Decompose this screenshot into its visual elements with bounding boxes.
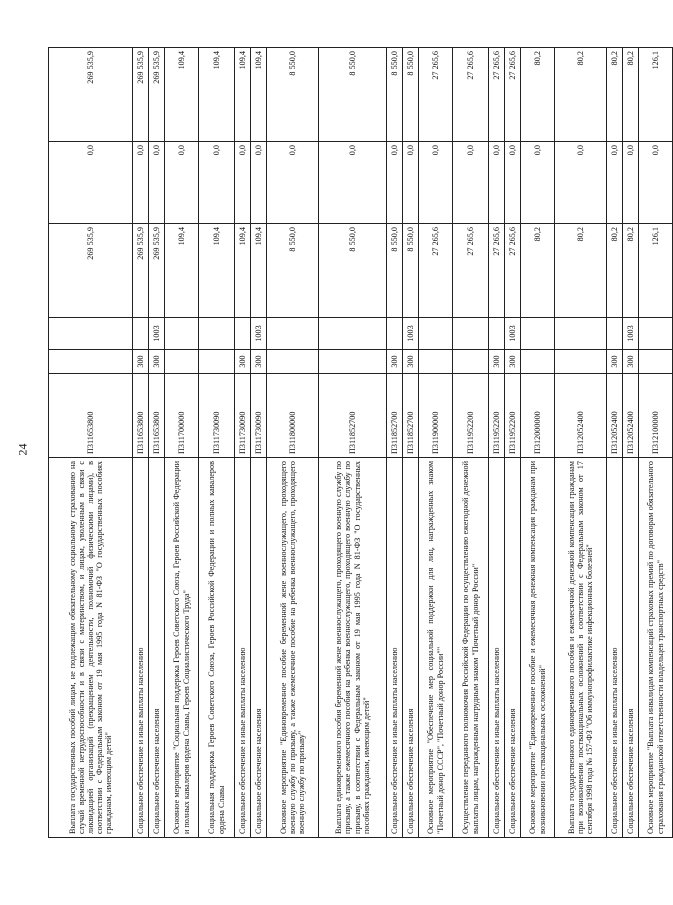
row-amount-2-cell: 0,0 [453,142,489,224]
row-code-cell: П311730090 [251,374,267,458]
table-row [521,48,555,838]
row-amount-2-cell: 0,0 [149,142,165,224]
row-amount-3-cell: 109,4 [251,48,267,142]
row-section-cell: 1003 [251,318,267,350]
row-amount-2-cell: 0,0 [267,142,319,224]
row-section-cell: 1003 [623,318,639,350]
table-row [149,48,165,838]
row-amount-1-cell: 269 535,9 [149,224,165,318]
row-expense-type-cell [521,350,555,374]
row-code-cell: П311800000 [267,374,319,458]
row-amount-3-cell: 126,1 [639,48,673,142]
row-code-cell: П312052400 [623,374,639,458]
row-name-cell: Основное мероприятие "Обеспечение мер социальной поддержки для лиц, награжденных знаком "Почетный донор СССР", "Почетный донор России"" [419,458,453,838]
row-amount-1-cell: 269 535,9 [49,224,133,318]
row-code-cell: П311653800 [133,374,149,458]
row-amount-3-cell: 269 535,9 [149,48,165,142]
row-name-cell: Социальное обеспечение и иные выплаты населению [489,458,505,838]
row-name-cell: Основное мероприятие "Единовременное пособие беременной жене военнослужащего, проходящего военную службу по призыву, а также ежемесячное пособие на ребенка военнослужащего, проходящего военную службу по призыву" [267,458,319,838]
row-amount-3-cell: 109,4 [199,48,235,142]
budget-table-sheet [48,48,665,838]
table-row [403,48,419,838]
row-name-cell: Выплата государственных пособий лицам, не подлежащим обязательному социальному страхованию на случай временной нетрудоспособности и в связи с материнством, и лицам, уволенным в связи с ликвидацией организаций (прекращением деятельности, полномочий физическими лицами), в соответствии с Федеральным законом от 19 мая 1995 года N 81-ФЗ "О государственных пособиях гражданам, имеющим детей" [49,458,133,838]
row-amount-2-cell: 0,0 [251,142,267,224]
row-amount-1-cell: 27 265,6 [489,224,505,318]
row-code-cell: П312052400 [607,374,623,458]
row-expense-type-cell: 300 [489,350,505,374]
table-row [555,48,607,838]
row-expense-type-cell [453,350,489,374]
row-amount-1-cell: 109,4 [199,224,235,318]
row-amount-1-cell: 8 550,0 [403,224,419,318]
row-expense-type-cell: 300 [607,350,623,374]
row-amount-2-cell: 0,0 [319,142,387,224]
row-name-cell: Основное мероприятие "Выплата инвалидам компенсаций страховых премий по договорам обязательного страхования гражданской ответственности владельцев транспортных средств" [639,458,673,838]
row-expense-type-cell [267,350,319,374]
row-code-cell: П312100000 [639,374,673,458]
table-row [49,48,133,838]
row-amount-2-cell: 0,0 [133,142,149,224]
table-row [165,48,199,838]
row-expense-type-cell [419,350,453,374]
row-name-cell: Социальная поддержка Героев Советского Союза, Героев Российской Федерации и полных кавалеров ордена Славы [199,458,235,838]
row-amount-2-cell: 0,0 [199,142,235,224]
table-row [623,48,639,838]
row-amount-2-cell: 0,0 [607,142,623,224]
row-amount-2-cell: 0,0 [505,142,521,224]
row-amount-1-cell: 27 265,6 [419,224,453,318]
row-code-cell: П311730090 [199,374,235,458]
row-amount-3-cell: 269 535,9 [49,48,133,142]
row-section-cell [419,318,453,350]
row-expense-type-cell: 300 [235,350,251,374]
row-name-cell: Социальное обеспечение и иные выплаты населению [235,458,251,838]
row-amount-2-cell: 0,0 [521,142,555,224]
table-row [505,48,521,838]
table-row [267,48,319,838]
row-section-cell [387,318,403,350]
row-expense-type-cell: 300 [623,350,639,374]
row-amount-3-cell: 80,2 [555,48,607,142]
row-name-cell: Выплата единовременного пособия беременной жене военнослужащего, проходящего военную службу по призыву, а также ежемесячного пособия на ребенка военнослужащего, проходящего военную службу по призыву, в соответствии с Федеральным законом от 19 мая 1995 года N 81-ФЗ "О государственных пособиях гражданам, имеющим детей" [319,458,387,838]
row-name-cell: Социальное обеспечение населения [505,458,521,838]
row-amount-3-cell: 269 535,9 [133,48,149,142]
row-section-cell [319,318,387,350]
row-amount-2-cell: 0,0 [49,142,133,224]
row-amount-3-cell: 8 550,0 [319,48,387,142]
row-amount-2-cell: 0,0 [639,142,673,224]
row-amount-3-cell: 27 265,6 [453,48,489,142]
row-amount-2-cell: 0,0 [489,142,505,224]
table-row [607,48,623,838]
table-row [387,48,403,838]
table-row [489,48,505,838]
row-amount-1-cell: 109,4 [251,224,267,318]
row-amount-1-cell: 109,4 [165,224,199,318]
row-expense-type-cell: 300 [149,350,165,374]
row-name-cell: Социальное обеспечение населения [403,458,419,838]
row-section-cell: 1003 [403,318,419,350]
row-amount-3-cell: 80,2 [521,48,555,142]
table-body [49,48,673,838]
table-row [419,48,453,838]
row-expense-type-cell: 300 [403,350,419,374]
row-amount-1-cell: 8 550,0 [267,224,319,318]
row-code-cell: П311900000 [419,374,453,458]
row-amount-3-cell: 8 550,0 [267,48,319,142]
row-name-cell: Осуществление переданного полномочия Российской Федерации по осуществлению ежегодной денежной выплаты лицам, награжденным нагрудным знаком "Почетный донор России" [453,458,489,838]
row-expense-type-cell [639,350,673,374]
row-section-cell [555,318,607,350]
row-amount-1-cell: 80,2 [555,224,607,318]
table-row [639,48,673,838]
row-code-cell: П311852700 [403,374,419,458]
row-amount-3-cell: 80,2 [623,48,639,142]
row-amount-2-cell: 0,0 [623,142,639,224]
row-code-cell: П311730090 [235,374,251,458]
row-expense-type-cell [319,350,387,374]
row-amount-2-cell: 0,0 [387,142,403,224]
row-amount-1-cell: 8 550,0 [387,224,403,318]
row-expense-type-cell [49,350,133,374]
row-name-cell: Социальное обеспечение и иные выплаты населению [133,458,149,838]
row-code-cell: П311852700 [319,374,387,458]
table-row [133,48,149,838]
row-amount-1-cell: 27 265,6 [505,224,521,318]
row-expense-type-cell [199,350,235,374]
row-section-cell: 1003 [505,318,521,350]
row-code-cell: П311952200 [453,374,489,458]
row-section-cell [639,318,673,350]
table-row [319,48,387,838]
row-expense-type-cell: 300 [133,350,149,374]
table-row [251,48,267,838]
row-code-cell: П311653800 [49,374,133,458]
row-code-cell: П311852700 [387,374,403,458]
budget-table [48,47,673,838]
row-section-cell [267,318,319,350]
row-name-cell: Основное мероприятие "Социальная поддержка Героев Советского Союза, Героев Российской Федерации и полных кавалеров ордена Славы, Героев Социалистического Труда" [165,458,199,838]
row-expense-type-cell: 300 [251,350,267,374]
row-amount-2-cell: 0,0 [555,142,607,224]
row-amount-2-cell: 0,0 [235,142,251,224]
row-section-cell [49,318,133,350]
table-row [235,48,251,838]
row-expense-type-cell: 300 [387,350,403,374]
row-section-cell [165,318,199,350]
row-section-cell [235,318,251,350]
row-amount-1-cell: 80,2 [623,224,639,318]
row-amount-3-cell: 27 265,6 [419,48,453,142]
row-amount-2-cell: 0,0 [165,142,199,224]
row-code-cell: П311653800 [149,374,165,458]
table-row [453,48,489,838]
row-amount-1-cell: 126,1 [639,224,673,318]
row-amount-1-cell: 269 535,9 [133,224,149,318]
row-amount-3-cell: 80,2 [607,48,623,142]
row-name-cell: Социальное обеспечение и иные выплаты населению [387,458,403,838]
row-amount-3-cell: 27 265,6 [489,48,505,142]
row-section-cell [489,318,505,350]
row-section-cell [521,318,555,350]
row-amount-3-cell: 27 265,6 [505,48,521,142]
row-amount-3-cell: 8 550,0 [403,48,419,142]
row-amount-2-cell: 0,0 [419,142,453,224]
page-number: 24 [15,443,30,456]
row-expense-type-cell [555,350,607,374]
row-name-cell: Выплата государственного единовременного пособия и ежемесячной денежной компенсации гражданам при возникновении поствакцинальных осложнений в соответствии с Федеральным законом от 17 сентября 1998 года № 157-ФЗ "Об иммунопрофилактике инфекционных болезней" [555,458,607,838]
row-name-cell: Социальное обеспечение населения [149,458,165,838]
row-section-cell [199,318,235,350]
row-code-cell: П311700000 [165,374,199,458]
row-code-cell: П311952200 [489,374,505,458]
row-expense-type-cell: 300 [505,350,521,374]
row-name-cell: Основное мероприятие "Единовременное пособие и ежемесячная денежная компенсация гражданам при возникновении поствакцинальных осложнений" [521,458,555,838]
row-code-cell: П312052400 [555,374,607,458]
row-expense-type-cell [165,350,199,374]
row-amount-3-cell: 8 550,0 [387,48,403,142]
table-row [199,48,235,838]
row-name-cell: Социальное обеспечение населения [251,458,267,838]
row-section-cell [133,318,149,350]
row-amount-1-cell: 27 265,6 [453,224,489,318]
row-amount-1-cell: 80,2 [521,224,555,318]
row-name-cell: Социальное обеспечение и иные выплаты населению [607,458,623,838]
row-amount-2-cell: 0,0 [403,142,419,224]
row-amount-1-cell: 80,2 [607,224,623,318]
row-code-cell: П312000000 [521,374,555,458]
row-section-cell [607,318,623,350]
row-amount-3-cell: 109,4 [165,48,199,142]
row-amount-1-cell: 109,4 [235,224,251,318]
row-section-cell [453,318,489,350]
row-code-cell: П311952200 [505,374,521,458]
row-name-cell: Социальное обеспечение населения [623,458,639,838]
row-section-cell: 1003 [149,318,165,350]
row-amount-1-cell: 8 550,0 [319,224,387,318]
row-amount-3-cell: 109,4 [235,48,251,142]
